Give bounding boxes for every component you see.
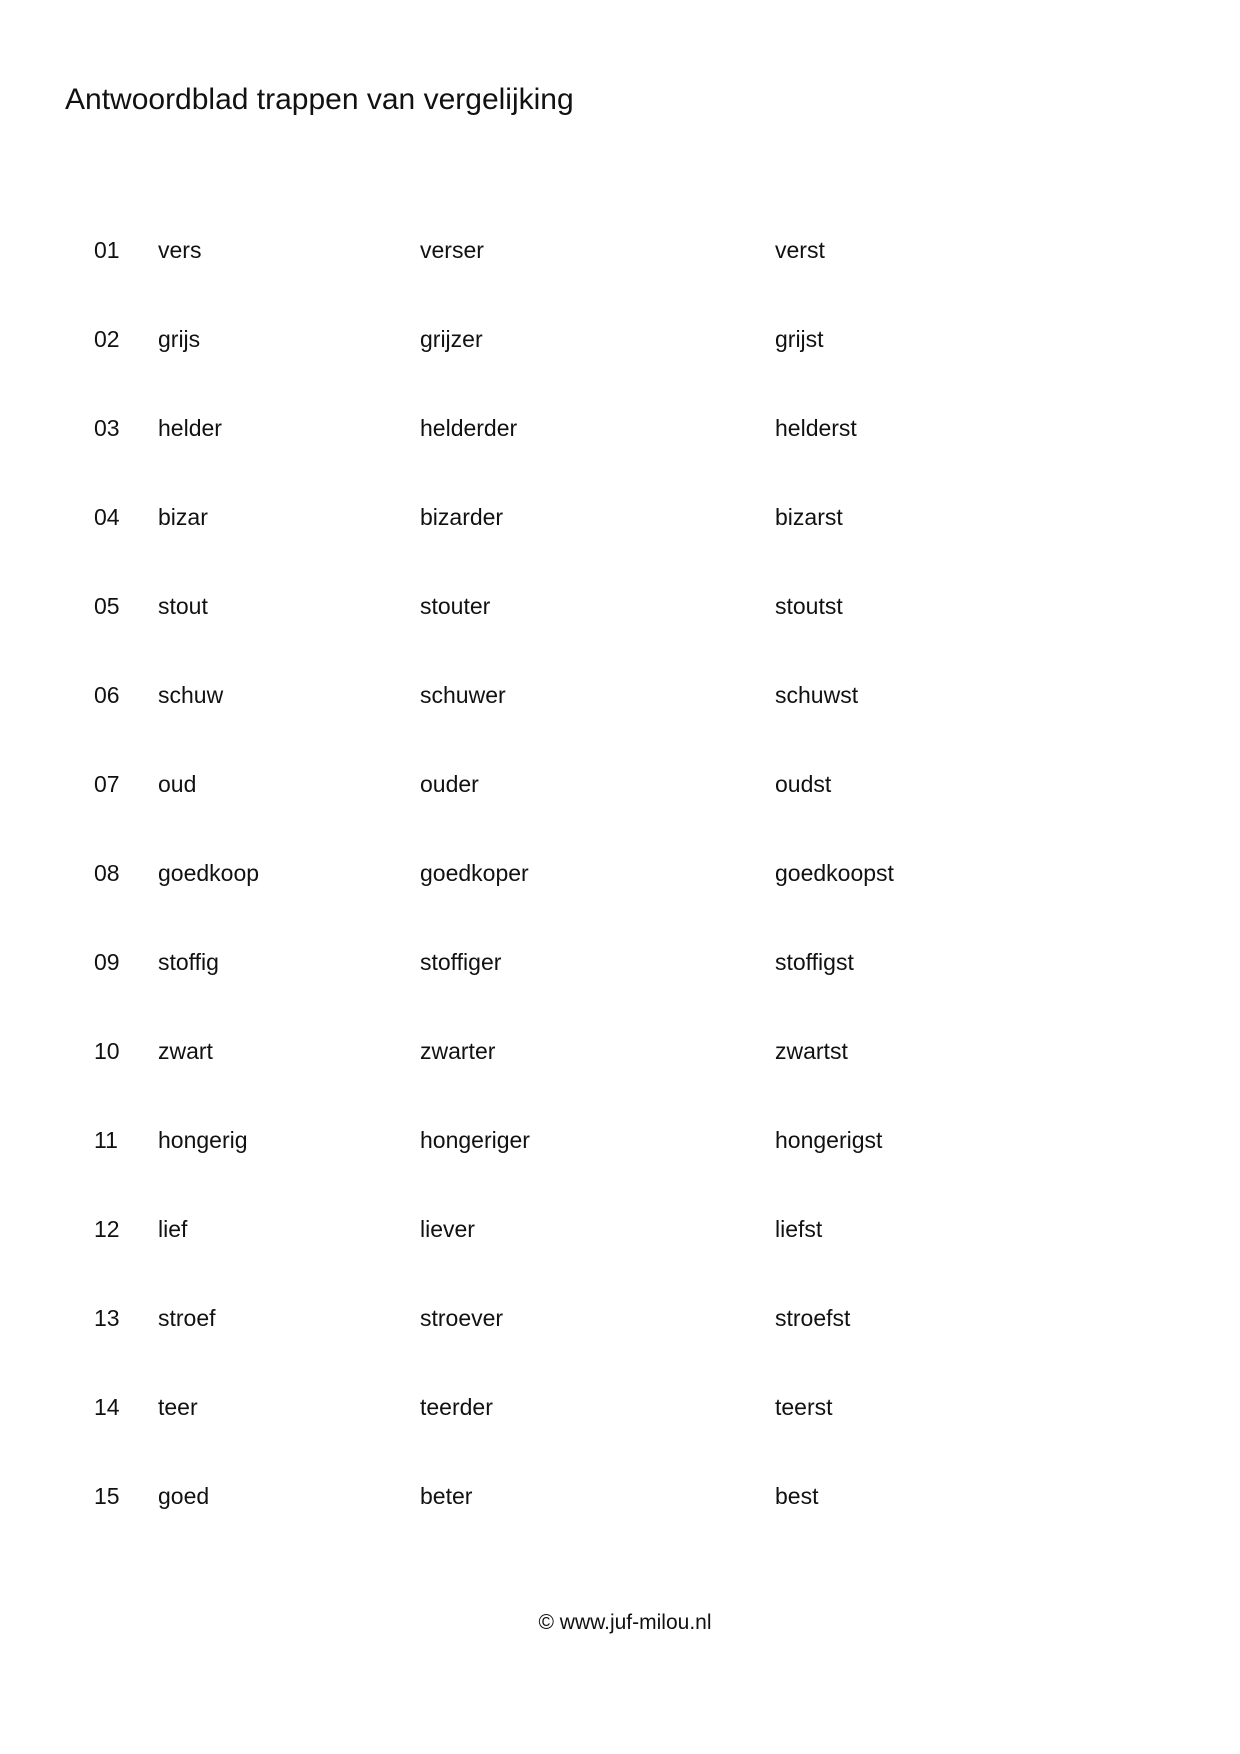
comparative-form: teerder (420, 1394, 493, 1420)
row-number: 15 (94, 1483, 120, 1509)
row-number: 09 (94, 949, 120, 975)
row-number: 07 (94, 771, 120, 797)
comparative-form: verser (420, 237, 484, 263)
base-form: vers (158, 237, 202, 263)
answer-row (0, 1478, 1240, 1514)
comparative-form: zwarter (420, 1038, 496, 1064)
base-form: goedkoop (158, 860, 260, 886)
row-number: 08 (94, 860, 120, 886)
base-form: goed (158, 1483, 210, 1509)
row-number: 12 (94, 1216, 120, 1242)
answer-row (0, 1389, 1240, 1425)
answer-row (0, 588, 1240, 624)
base-form: hongerig (158, 1127, 248, 1153)
superlative-form: best (775, 1483, 819, 1509)
copyright-footer (0, 1608, 1240, 1638)
superlative-form: helderst (775, 415, 857, 441)
answer-row (0, 677, 1240, 713)
superlative-form: zwartst (775, 1038, 848, 1064)
page-title: Antwoordblad trappen van vergelijking (65, 83, 574, 116)
comparative-form: helderder (420, 415, 518, 441)
base-form: grijs (158, 326, 201, 352)
comparative-form: grijzer (420, 326, 483, 352)
row-number: 11 (94, 1127, 118, 1153)
row-number: 02 (94, 326, 120, 352)
base-form: stoffig (158, 949, 219, 975)
comparative-form: goedkoper (420, 860, 529, 886)
comparative-form: stoffiger (420, 949, 502, 975)
answer-row (0, 766, 1240, 802)
row-number: 14 (94, 1394, 120, 1420)
answer-row (0, 499, 1240, 535)
superlative-form: grijst (775, 326, 824, 352)
superlative-form: schuwst (775, 682, 859, 708)
answer-row (0, 855, 1240, 891)
base-form: helder (158, 415, 222, 441)
answer-row (0, 944, 1240, 980)
comparative-form: hongeriger (420, 1127, 530, 1153)
superlative-form: stoffigst (775, 949, 854, 975)
base-form: stout (158, 593, 208, 619)
comparative-form: stroever (420, 1305, 504, 1331)
superlative-form: liefst (775, 1216, 823, 1242)
row-number: 04 (94, 504, 120, 530)
row-number: 03 (94, 415, 120, 441)
row-number: 13 (94, 1305, 120, 1331)
copyright-text: © www.juf-milou.nl (538, 1611, 712, 1634)
superlative-form: stoutst (775, 593, 843, 619)
answer-row (0, 321, 1240, 357)
base-form: oud (158, 771, 197, 797)
answer-row (0, 1300, 1240, 1336)
row-number: 05 (94, 593, 120, 619)
row-number: 06 (94, 682, 120, 708)
superlative-form: goedkoopst (775, 860, 894, 886)
superlative-form: bizarst (775, 504, 843, 530)
base-form: zwart (158, 1038, 213, 1064)
comparative-form: stouter (420, 593, 491, 619)
superlative-form: teerst (775, 1394, 833, 1420)
base-form: stroef (158, 1305, 216, 1331)
answer-row (0, 410, 1240, 446)
superlative-form: stroefst (775, 1305, 851, 1331)
answer-row (0, 1211, 1240, 1247)
answer-row (0, 232, 1240, 268)
answer-row (0, 1033, 1240, 1069)
comparative-form: bizarder (420, 504, 504, 530)
row-number: 01 (94, 237, 120, 263)
superlative-form: verst (775, 237, 825, 263)
comparative-form: liever (420, 1216, 475, 1242)
comparative-form: schuwer (420, 682, 506, 708)
superlative-form: oudst (775, 771, 832, 797)
base-form: teer (158, 1394, 198, 1420)
base-form: lief (158, 1216, 188, 1242)
row-number: 10 (94, 1038, 120, 1064)
base-form: schuw (158, 682, 224, 708)
answer-row (0, 1122, 1240, 1158)
base-form: bizar (158, 504, 208, 530)
comparative-form: beter (420, 1483, 473, 1509)
comparative-form: ouder (420, 771, 479, 797)
superlative-form: hongerigst (775, 1127, 883, 1153)
